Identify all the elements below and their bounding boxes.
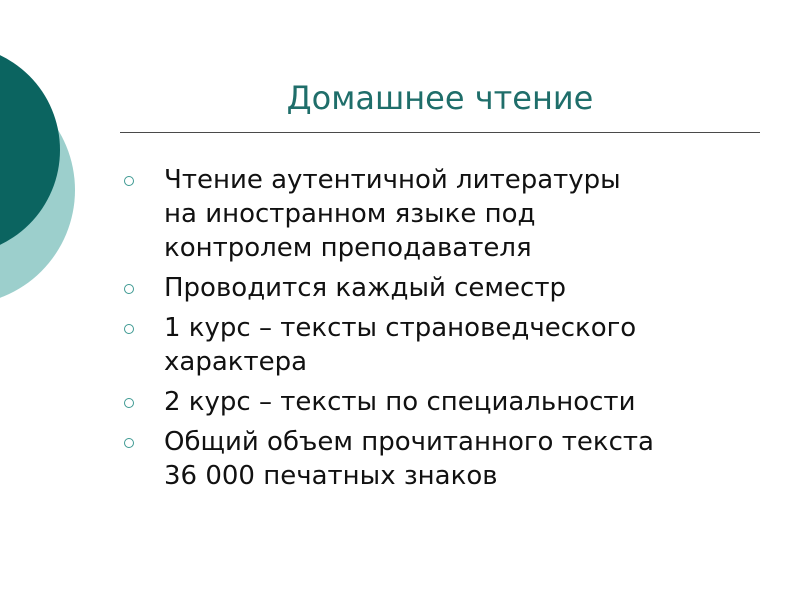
bullet-text-line: 36 000 печатных знаков — [164, 461, 498, 491]
hollow-circle-bullet-icon — [124, 438, 134, 448]
hollow-circle-bullet-icon — [124, 398, 134, 408]
bullet-list — [118, 163, 768, 499]
bullet-text-line: Проводится каждый семестр — [164, 273, 566, 303]
hollow-circle-bullet-icon — [124, 324, 134, 334]
hollow-circle-bullet-icon — [124, 284, 134, 294]
bullet-item — [118, 385, 768, 419]
bullet-text-line: характера — [164, 347, 308, 377]
bullet-item — [118, 163, 768, 265]
bullet-text-line: 1 курс – тексты страноведческого — [164, 313, 637, 343]
title-divider — [120, 132, 760, 133]
bullet-text-line: 2 курс – тексты по специальности — [164, 387, 636, 417]
bullet-item — [118, 425, 768, 493]
slide-title: Домашнее чтение — [286, 79, 594, 117]
hollow-circle-bullet-icon — [124, 176, 134, 186]
bullet-text-line: на иностранном языке под — [164, 199, 536, 229]
decorative-circles — [0, 0, 120, 330]
bullet-item — [118, 271, 768, 305]
bullet-text-line: Общий объем прочитанного текста — [164, 427, 654, 457]
bullet-text-line: Чтение аутентичной литературы — [164, 165, 621, 195]
bullet-text-line: контролем преподавателя — [164, 233, 532, 263]
bullet-item — [118, 311, 768, 379]
